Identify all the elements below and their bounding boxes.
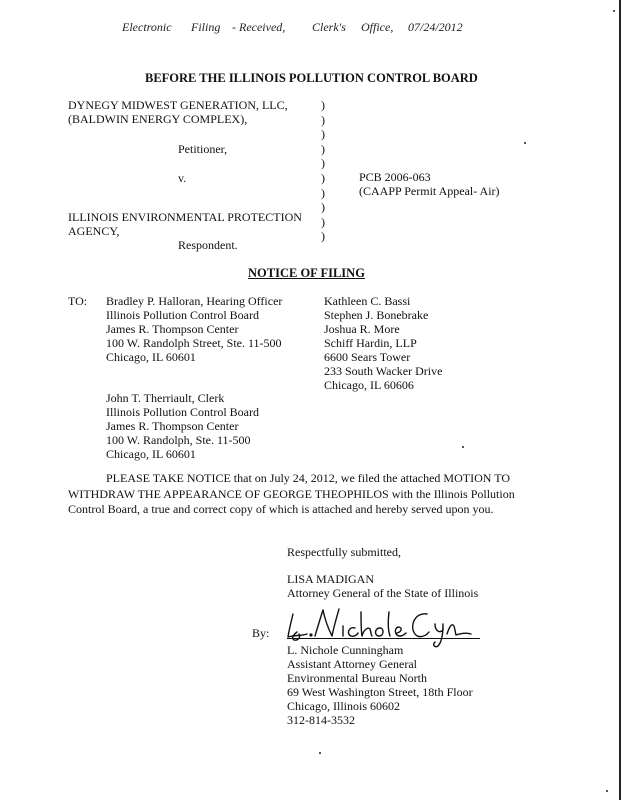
address-line: James R. Thompson Center [106,322,239,336]
paren-mark: ) [321,127,325,142]
stamp-word: Filing [191,20,221,34]
signer-title: Assistant Attorney General [287,657,417,671]
body-line: WITHDRAW THE APPEARANCE OF GEORGE THEOPHILOS with the Illinois Pollution [68,486,515,501]
handwritten-signature [285,604,475,648]
scan-speck [319,752,321,754]
address-line: Stephen J. Bonebrake [324,308,429,322]
recipient-schiff-hardin [324,294,442,392]
petitioner-role: Petitioner, [178,142,228,156]
address-line: James R. Thompson Center [106,419,239,433]
caption-divider [321,98,325,244]
address-line: Chicago, IL 60606 [324,378,414,392]
case-type: (CAAPP Permit Appeal- Air) [359,184,500,198]
respondent-name-line1: ILLINOIS ENVIRONMENTAL PROTECTION [68,210,302,224]
to-label: TO: [68,294,88,308]
scan-speck [524,142,526,144]
address-line: Kathleen C. Bassi [324,294,411,308]
notice-body [68,471,528,518]
attorney-general-name: LISA MADIGAN [287,572,374,586]
address-line: Illinois Pollution Control Board [106,308,260,322]
paren-mark: ) [321,214,325,229]
recipient-hearing-officer [106,294,282,364]
body-line: PLEASE TAKE NOTICE that on July 24, 2012, we filed the attached MOTION TO [106,471,510,485]
paren-mark: ) [321,229,325,244]
respondent-name-line2: AGENCY, [68,224,120,238]
paren-mark: ) [321,156,325,171]
scan-speck [606,790,608,792]
paren-mark: ) [321,141,325,156]
body-line: Control Board, a true and correct copy of which is attached and hereby served upon you. [68,502,494,516]
respondent-role: Respondent. [178,238,238,252]
address-line: 100 W. Randolph, Ste. 11-500 [106,433,251,447]
address-line: 233 South Wacker Drive [324,364,443,378]
petitioner-name-line1: DYNEGY MIDWEST GENERATION, LLC, [68,98,288,112]
signer-bureau: Environmental Bureau North [287,671,427,685]
signer-name: L. Nichole Cunningham [287,643,404,657]
signer-city: Chicago, Illinois 60602 [287,699,400,713]
address-line: 100 W. Randolph Street, Ste. 11-500 [106,336,282,350]
scan-speck [613,10,615,12]
address-line: 6600 Sears Tower [324,350,411,364]
stamp-date: 07/24/2012 [408,20,463,34]
stamp-word: Clerk's [312,20,346,34]
recipient-clerk [106,391,259,461]
notice-title: NOTICE OF FILING [248,266,365,280]
signer-phone: 312-814-3532 [287,713,355,727]
paren-mark: ) [321,185,325,200]
address-line: Chicago, IL 60601 [106,447,196,461]
address-line: John T. Therriault, Clerk [106,391,225,405]
stamp-word: - Received, [232,20,286,34]
scan-speck [462,446,464,448]
signer-street: 69 West Washington Street, 18th Floor [287,685,473,699]
versus-label: v. [178,171,187,185]
address-line: Joshua R. More [324,322,400,336]
address-line: Bradley P. Halloran, Hearing Officer [106,294,283,308]
address-line: Schiff Hardin, LLP [324,336,417,350]
address-line: Illinois Pollution Control Board [106,405,260,419]
stamp-word: Electronic [122,20,172,34]
respectfully-submitted: Respectfully submitted, [287,545,401,559]
paren-mark: ) [321,200,325,215]
signature-line [287,638,480,639]
address-line: Chicago, IL 60601 [106,350,196,364]
petitioner-name-line2: (BALDWIN ENERGY COMPLEX), [68,112,248,126]
attorney-general-title: Attorney General of the State of Illinois [287,586,479,600]
by-label: By: [252,626,270,640]
paren-mark: ) [321,112,325,127]
board-heading: BEFORE THE ILLINOIS POLLUTION CONTROL BOARD [145,71,478,85]
stamp-word: Office, [361,20,394,34]
paren-mark: ) [321,170,325,185]
case-number: PCB 2006-063 [359,170,431,184]
paren-mark: ) [321,98,325,112]
